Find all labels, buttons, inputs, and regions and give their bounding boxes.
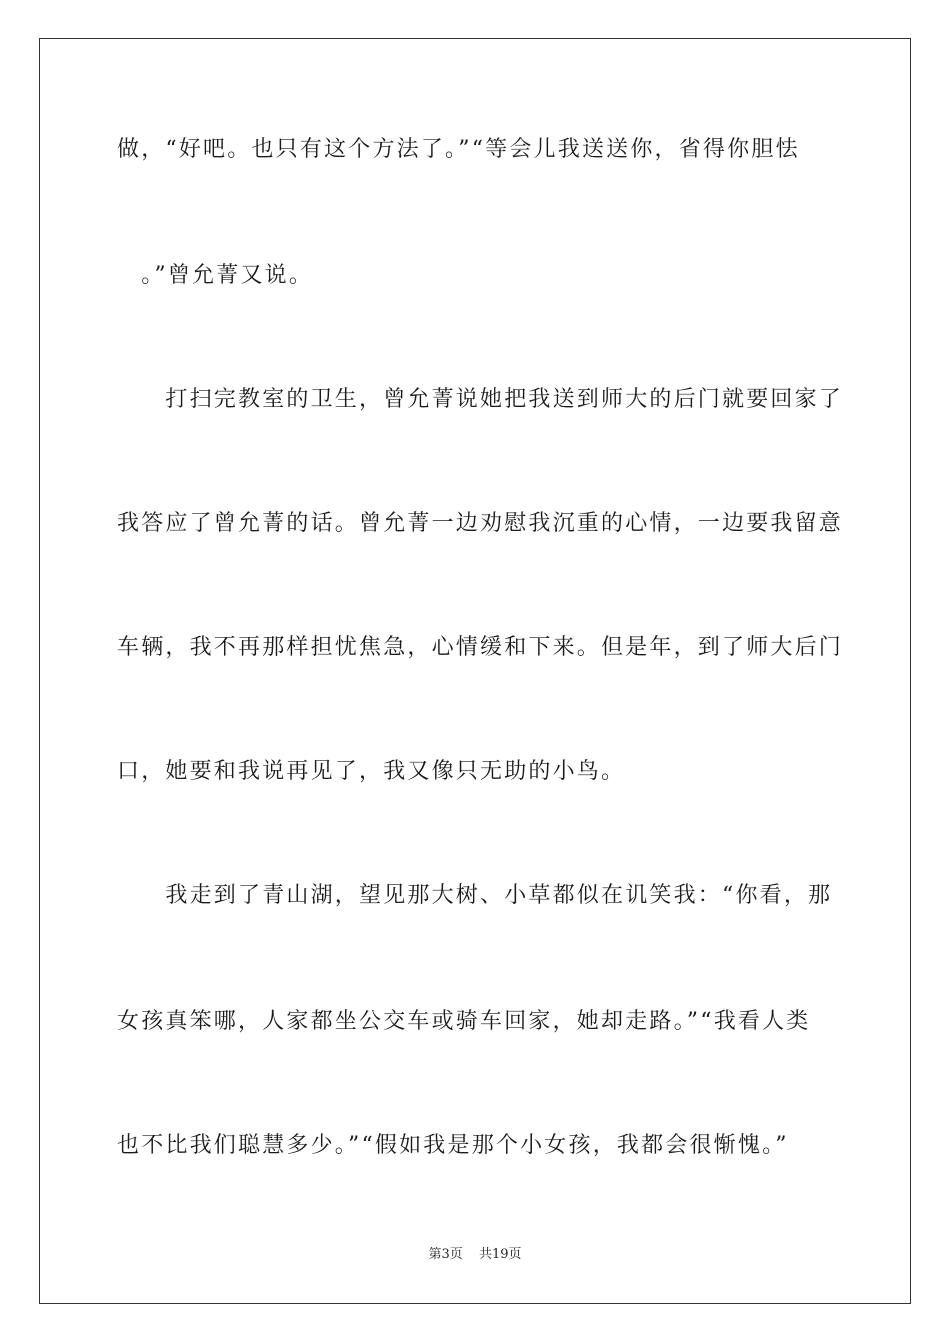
paragraph-line-4: 我答应了曾允菁的话。曾允菁一边劝慰我沉重的心情，一边要我留意 (117, 511, 844, 536)
paragraph-line-8: 女孩真笨哪，人家都坐公交车或骑车回家，她却走路。”“我看人类 (117, 1009, 811, 1034)
paragraph-line-3: 打扫完教室的卫生，曾允菁说她把我送到师大的后门就要回家了 (117, 387, 844, 412)
paragraph-line-6: 口，她要和我说再见了，我又像只无助的小鸟。 (117, 759, 626, 784)
paragraph-line-5: 车辆，我不再那样担忧焦急，心情缓和下来。但是年，到了师大后门 (117, 635, 844, 660)
paragraph-line-1: 做，“好吧。也只有这个方法了。”“等会儿我送送你，省得你胆怯 (117, 137, 800, 162)
page-footer (0, 1246, 950, 1264)
paragraph-line-7: 我走到了青山湖，望见那大树、小草都似在讥笑我：“你看，那 (117, 883, 833, 908)
page-number-total: 共19页 (478, 1247, 522, 1262)
page-number-current: 第3页 (428, 1247, 463, 1262)
paragraph-line-2: 。”曾允菁又说。 (117, 263, 314, 288)
paragraph-line-9: 也不比我们聪慧多少。”“假如我是那个小女孩，我都会很惭愧。” (117, 1133, 789, 1158)
page-border (39, 38, 911, 1304)
